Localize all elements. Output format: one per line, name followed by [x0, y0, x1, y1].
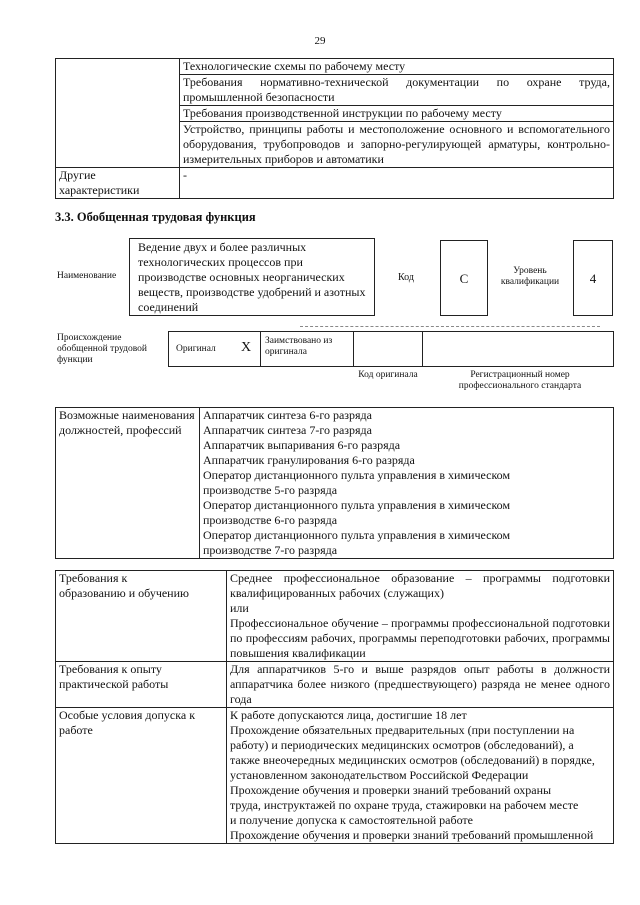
position-item: Аппаратчик выпаривания 6-го разряда	[203, 438, 401, 452]
positions-label: Возможные наименования должностей, профессий	[56, 408, 200, 559]
admission-value	[227, 708, 614, 844]
knowledge-row: Устройство, принципы работы и местоположение основного и вспомогательного оборудования, трубопроводов и запорно-регулирующей арматуры, контрольно-измерительных приборов и автоматики	[180, 122, 614, 168]
separator-line	[300, 326, 600, 327]
page-number: 29	[314, 35, 326, 47]
knowledge-left-cell	[56, 59, 180, 168]
reg-number-cell	[422, 331, 614, 367]
position-item: Оператор дистанционного пульта управления в химическом производстве 6-го разряда	[203, 498, 511, 527]
admission-label: Особые условия допуска к работе	[56, 708, 227, 844]
position-item: Аппаратчик синтеза 6-го разряда	[203, 408, 372, 422]
section-title: 3.3. Обобщенная трудовая функция	[55, 210, 256, 224]
knowledge-table	[55, 58, 614, 199]
name-label: Наименование	[57, 271, 117, 281]
code-original-caption: Код оригинала	[358, 370, 418, 380]
knowledge-row: Требования нормативно-технической документации по охране труда, промышленной безопасности	[180, 75, 614, 106]
education-label: Требования к образованию и обучению	[56, 571, 227, 662]
positions-table	[55, 407, 614, 559]
requirement-line: Прохождение обязательных предварительных (при поступлении на работу) и периодических медицинских осмотров (обследований), а также внеочередных медицинских осмотров (обследований) в порядке, установленном законодательством Российской Федерации	[230, 723, 595, 782]
position-item: Аппаратчик гранулирования 6-го разряда	[203, 453, 415, 467]
other-characteristics-value: -	[180, 168, 614, 199]
original-cell	[168, 331, 261, 367]
education-value	[227, 571, 614, 662]
requirements-table	[55, 570, 614, 844]
function-name-box: Ведение двух и более различных технологических процессов при производстве основных неорганических веществ, производстве удобрений и азотных соединений	[129, 238, 375, 316]
requirement-line: Прохождение обучения и проверки знаний требований промышленной	[230, 828, 594, 842]
original-label: Оригинал	[176, 344, 216, 354]
knowledge-row: Технологические схемы по рабочему месту	[180, 59, 614, 75]
borrowed-cell: Заимствовано из оригинала	[260, 331, 354, 367]
code-label: Код	[398, 272, 414, 283]
level-label: Уровень квалификации	[500, 266, 560, 287]
experience-value	[227, 662, 614, 708]
code-original-cell	[353, 331, 423, 367]
positions-list	[200, 408, 614, 559]
origin-label: Происхождение обобщенной трудовой функции	[57, 333, 147, 365]
requirement-line: Профессиональное обучение – программы профессиональной подготовки по профессиям рабочих, программы переподготовки рабочих, программы повышения квалификации	[230, 616, 610, 660]
experience-label: Требования к опыту практической работы	[56, 662, 227, 708]
position-item: Оператор дистанционного пульта управления в химическом производстве 7-го разряда	[203, 528, 511, 557]
code-value-box: C	[440, 240, 488, 316]
requirement-line: Среднее профессиональное образование – программы подготовки квалифицированных рабочих (служащих)	[230, 571, 610, 600]
position-item: Аппаратчик синтеза 7-го разряда	[203, 423, 372, 437]
requirement-line: Для аппаратчиков 5-го и выше разрядов опыт работы в должности аппаратчика более низкого (предшествующего) разряда не менее одного года	[230, 662, 610, 706]
other-characteristics-label: Другие характеристики	[56, 168, 180, 199]
requirement-line: К работе допускаются лица, достигшие 18 лет	[230, 708, 467, 722]
reg-number-caption: Регистрационный номер профессионального стандарта	[458, 370, 582, 391]
position-item: Оператор дистанционного пульта управления в химическом производстве 5-го разряда	[203, 468, 511, 497]
requirement-line: Прохождение обучения и проверки знаний требований охраны труда, инструктажей по охране труда, стажировки на рабочем месте и получение допуска к самостоятельной работе	[230, 783, 579, 827]
requirement-line: или	[230, 601, 249, 615]
original-mark: X	[241, 340, 252, 355]
knowledge-row: Требования производственной инструкции по рабочему месту	[180, 106, 614, 122]
level-value-box: 4	[573, 240, 613, 316]
